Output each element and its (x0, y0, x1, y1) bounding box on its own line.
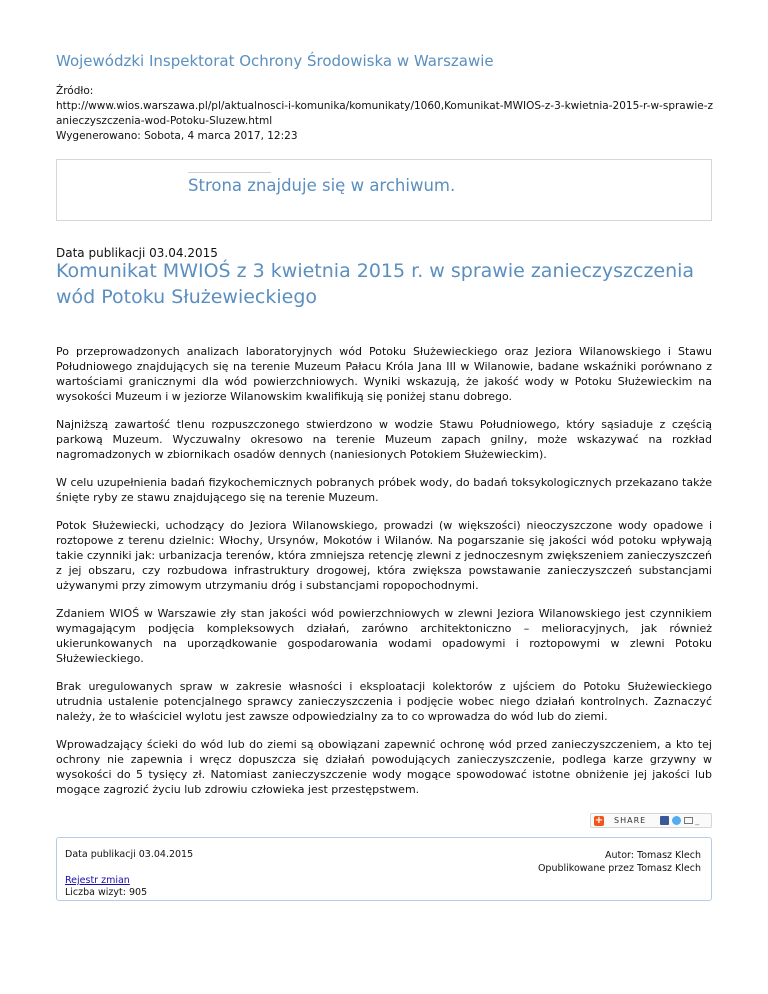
article-paragraph: Najniższą zawartość tlenu rozpuszczonego stwierdzono w wodzie Stawu Południowego, który sąsiaduje z częścią parkową Muzeum. Wyczuwalny okresowo na terenie Muzeum zapach gnilny, może wskazywać na rozkład nagromadzonych w zbiornikach osadów dennych (naniesionych Potokiem Służewieckim). (56, 418, 712, 461)
footer-author-info (538, 849, 701, 875)
share-label: SHARE (614, 816, 647, 825)
share-button[interactable] (590, 813, 712, 828)
article-paragraph: Po przeprowadzonych analizach laboratoryjnych wód Potoku Służewieckiego oraz Jeziora Wilanowskiego i Stawu Południowego znajdujących się na terenie Muzeum Pałacu Króla Jana III w Wilanowie, badane wskaźniki porównano z wartościami granicznymi dla wód powierzchniowych. Wyniki wskazują, że jakość wody w Potoku Służewieckim na wysokości Muzeum i w jeziorze Wilanowskim kwalifikują się poniżej stanu dobrego. (56, 345, 712, 403)
publication-date: Data publikacji 03.04.2015 (56, 246, 218, 260)
article-paragraph: Wprowadzający ścieki do wód lub do ziemi są obowiązani zapewnić ochronę wód przed zanieczyszczeniem, a kto tej ochrony nie zapewnia i wręcz dopuszcza się działań powodujących zanieczyszczenie, podlega karze grzywny w wysokości do 5 tysięcy zł. Natomiast zanieczyszczenie wody mogące spowodować istotne obniżenie jej jakości lub mogące zagrozić życiu lub zdrowiu człowieka jest przestępstwem. (56, 738, 712, 796)
article-paragraph: W celu uzupełnienia badań fizykochemicznych pobranych próbek wody, do badań toksykologicznych przekazano także śnięte ryby ze stawu znajdującego się na terenie Muzeum. (56, 476, 712, 504)
changelog-link[interactable]: Rejestr zmian (65, 875, 130, 886)
article-paragraph: Zdaniem WIOŚ w Warszawie zły stan jakości wód powierzchniowych w zlewni Jeziora Wilanowskiego jest czynnikiem wymagającym podjęcia kompleksowych działań, zarówno architektoniczno – melioracyjnych, jak również ukierunkowanych na uporządkowanie gospodarowania wodami opadowymi i roztopowymi w zlewni Potoku Służewieckiego. (56, 607, 712, 665)
source-label: Źródło: (56, 85, 94, 97)
facebook-icon[interactable] (660, 816, 669, 825)
footer-published-by: Opublikowane przez Tomasz Klech (537, 863, 701, 874)
source-url: http://www.wios.warszawa.pl/pl/aktualnosci-i-komunika/komunikaty/1060,Komunikat-MWIOS-z-3-kwietnia-2015-r-w-sprawie-zanieczyszczenia-wod-Potoku-Sluzew.html (56, 100, 713, 127)
twitter-icon[interactable] (672, 816, 681, 825)
footer-publication-date: Data publikacji 03.04.2015 (65, 849, 194, 860)
archive-notice: Strona znajduje się w archiwum. (188, 176, 456, 195)
email-icon[interactable] (684, 817, 693, 824)
article-footer (56, 837, 712, 901)
article-title: Komunikat MWIOŚ z 3 kwietnia 2015 r. w sprawie zanieczyszczenia wód Potoku Służewieckiego (56, 260, 695, 308)
addthis-plus-icon: + (594, 814, 604, 826)
article-paragraph: Brak uregulowanych spraw w zakresie własności i eksploatacji kolektorów z ujściem do Potoku Służewieckiego utrudnia ustalenie potencjalnego sprawcy zanieczyszczenia i podjęcie wobec niego działań kontrolnych. Zaznaczyć należy, że to właściciel wylotu jest zawsze odpowiedzialny za to co wprowadza do wód lub do ziemi. (56, 680, 712, 723)
archive-notice-box (56, 159, 712, 221)
article-body (56, 344, 712, 810)
archive-divider (188, 172, 271, 173)
site-title[interactable]: Wojewódzki Inspektorat Ochrony Środowiska w Warszawie (56, 52, 494, 70)
article-paragraph: Potok Służewiecki, uchodzący do Jeziora Wilanowskiego, prowadzi (w większości) nieoczyszczone wody opadowe i roztopowe z terenu dzielnic: Włochy, Ursynów, Mokotów i Wilanów. Na pogarszanie się jakości wód potoku wpływają takie czynniki jak: urbanizacja terenów, która zmniejsza retencję zlewni z jednoczesnym zwiększeniem zanieczyszczeń z jej obszaru, czy rozbudowa infrastruktury drogowej, która zwiększa powstawanie zanieczyszczeń substancjami używanymi przy zimowym utrzymaniu dróg i substancjami ropopochodnymi. (56, 519, 712, 592)
more-icon[interactable]: _ (695, 816, 700, 825)
footer-author: Autor: Tomasz Klech (604, 850, 701, 861)
generated-timestamp: Wygenerowano: Sobota, 4 marca 2017, 12:23 (56, 130, 298, 142)
print-metadata (56, 84, 716, 144)
visit-count: Liczba wizyt: 905 (65, 887, 148, 898)
